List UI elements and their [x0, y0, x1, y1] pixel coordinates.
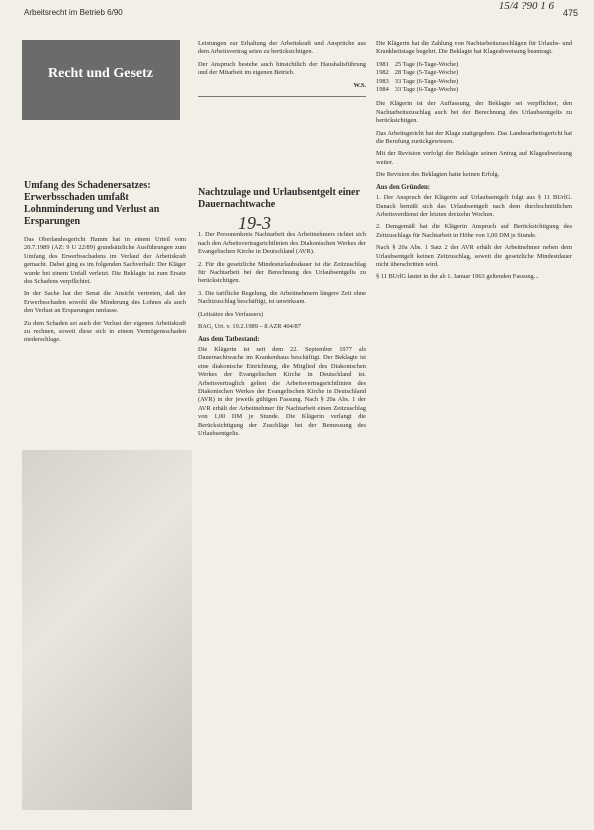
article-1-para: Das Oberlandesgericht Hamm hat in einem Urteil vom 20.7.1989 (AZ: 9 U 22/89) grundsätzliche Ausführungen zum Umfang des Erwerbsschadens im Verlauf der Arbeitskraft gemacht. Dabei ging es im folgenden Sachverhalt: Der Kläger wurde bei einem Unfall verletzt. Die Beklagte ist zum Ersatz des Schadens verpflichtet.: [24, 236, 186, 286]
article-1-cont-para: Der Anspruch bestehe auch hinsichtlich der Haushaltsführung und der Mitarbeit im eigenen Betrieb.: [198, 60, 366, 77]
article-2-section: Aus dem Tatbestand:: [198, 335, 260, 343]
article-1-headline: Umfang des Schadenersatzes: Erwerbsschaden umfaßt Lohnminderung und Verlust an Ersparungen: [24, 180, 160, 227]
article-1-para: Zu dem Schaden sei auch der Verlust der eigenen Arbeitskraft zu rechnen, soweit diese sich in einem Vermögensschaden niederschlage.: [24, 319, 186, 344]
col3-reason: 2. Demgemäß hat die Klägerin Anspruch auf Berücksichtigung des Zeitzuschlags für Nachtarbeit in Höhe von 1,00 DM je Stunde.: [376, 223, 572, 239]
leave-table: [376, 61, 572, 95]
col3-footer: § 11 BUrlG lautet in der ab 1. Januar 1963 geltenden Fassung...: [376, 273, 539, 281]
column-3: [376, 40, 572, 800]
article-2-para: 3. Die tarifliche Regelung, die Arbeitnehmern längere Zeit ohne Nachtzuschlag beschäftigt, ist unwirksam.: [198, 289, 366, 306]
article-1-cont-para: Leistungen zur Erhaltung der Arbeitskraft und Ansprüche aus dem Arbeitsvertrag seien zu berücksichtigen.: [198, 40, 366, 56]
page-number: 475: [562, 8, 578, 18]
table-row: 1982 28 Tage (5-Tage-Woche): [376, 69, 459, 77]
col3-reason: Nach § 20a Abs. 1 Satz 2 der AVR erhält der Arbeitnehmer neben dem Urlaubsentgelt keinen Zeitzuschlag, soweit die gesetzliche Mindestdauer nicht überschritten wird.: [376, 244, 572, 268]
article-2-law: (Leitsätze des Verfassers): [198, 310, 264, 318]
article-2-body: Die Klägerin ist seit dem 22. September 1977 als Dauernachtwache im Krankenhaus beschäftigt. Der Beklagte ist eine diakonische Einrichtung, die Mitglied des Diakonischen Werkes der Evangelischen Kirche in Deutschland ist. Arbeitsvertraglich gelten die Arbeitsvertragsrichtlinien des Diakonischen Werkes der Evangelischen Kirche in Deutschland (AVR) in der jeweils gültigen Fassung. Nach § 20a Abs. 1 der AVR erhält der Arbeitnehmer für Nachtarbeit einen Zeitzuschlag von 1,00 DM je Stunde. Die Klägerin verlangt die Berücksichtigung der Zuschläge bei der Bemessung des Urlaubsentgelts.: [198, 345, 366, 437]
column-2: [198, 40, 366, 800]
table-row: 1983 33 Tage (6-Tage-Woche): [376, 77, 459, 85]
article-2-para: 2. Für die gesetzliche Mindesturlaubsdauer ist die Zeitzuschlag für Nachtarbeit bei der Berechnung des Urlaubsentgelts zu berücksichtigen.: [198, 260, 366, 285]
divider: [198, 96, 366, 97]
journal-header: Arbeitsrecht im Betrieb 6/90: [24, 8, 123, 17]
column-1: [24, 180, 186, 810]
article-2-ref: BAG, Urt. v. 19.2.1989 – 8 AZR 404/87: [198, 323, 301, 331]
article-2-para: 1. Der Personenkreis Nachtarbeit des Arbeitnehmers richtet sich nach den Arbeitsvertragsrichtlinien des Diakonischen Werkes der Evangelischen Kirche in Deutschland (AVR).: [198, 231, 366, 256]
article-1-signature: W.S.: [353, 81, 366, 89]
col3-intro: Die Klägerin hat die Zahlung von Nachtarbeitszuschlägen für Urlaubs- und Krankheitstage begehrt. Die Beklagte hat Klageabweisung beantragt.: [376, 40, 572, 56]
col3-para: Mit der Revision verfolgt der Beklagte seinen Antrag auf Klageabweisung weiter.: [376, 150, 572, 166]
article-2-handnote: 19-3: [238, 213, 271, 234]
col3-reason: 1. Der Anspruch der Klägerin auf Urlaubsentgelt folgt aus § 11 BUrlG. Danach bemißt sich das Urlaubsentgelt nach dem durchschnittlichen Arbeitsverdienst der letzten dreizehn Wochen.: [376, 194, 572, 218]
article-2-headline: Nachtzulage und Urlaubsentgelt einer Dauernachtwache: [198, 187, 360, 211]
article-1-para: In der Sache hat der Senat die Ansicht vertreten, daß der Erwerbsschaden sowohl die Minderung des Lohnes als auch den Verlust an Ersparungen umfasse.: [24, 290, 186, 315]
col3-para: Das Arbeitsgericht hat der Klage stattgegeben. Das Landesarbeitsgericht hat die Berufung zurückgewiesen.: [376, 129, 572, 146]
handwritten-note: 15/4 ?90 1 6: [498, 0, 554, 12]
col3-para: Die Klägerin ist der Auffassung, der Beklagte sei verpflichtet, den Nachtarbeitszuschlag auch bei der Berechnung des Urlaubsentgelts zu berücksichtigen.: [376, 100, 572, 125]
section-banner-title: Recht und Gesetz: [48, 66, 153, 81]
col3-section: Aus den Gründen:: [376, 183, 431, 191]
col3-para: Die Revision des Beklagten hatte keinen Erfolg.: [376, 171, 500, 179]
table-row: 1984 33 Tage (6-Tage-Woche): [376, 86, 459, 94]
table-row: 1981 25 Tage (6-Tage-Woche): [376, 60, 459, 68]
section-banner: [22, 40, 180, 120]
